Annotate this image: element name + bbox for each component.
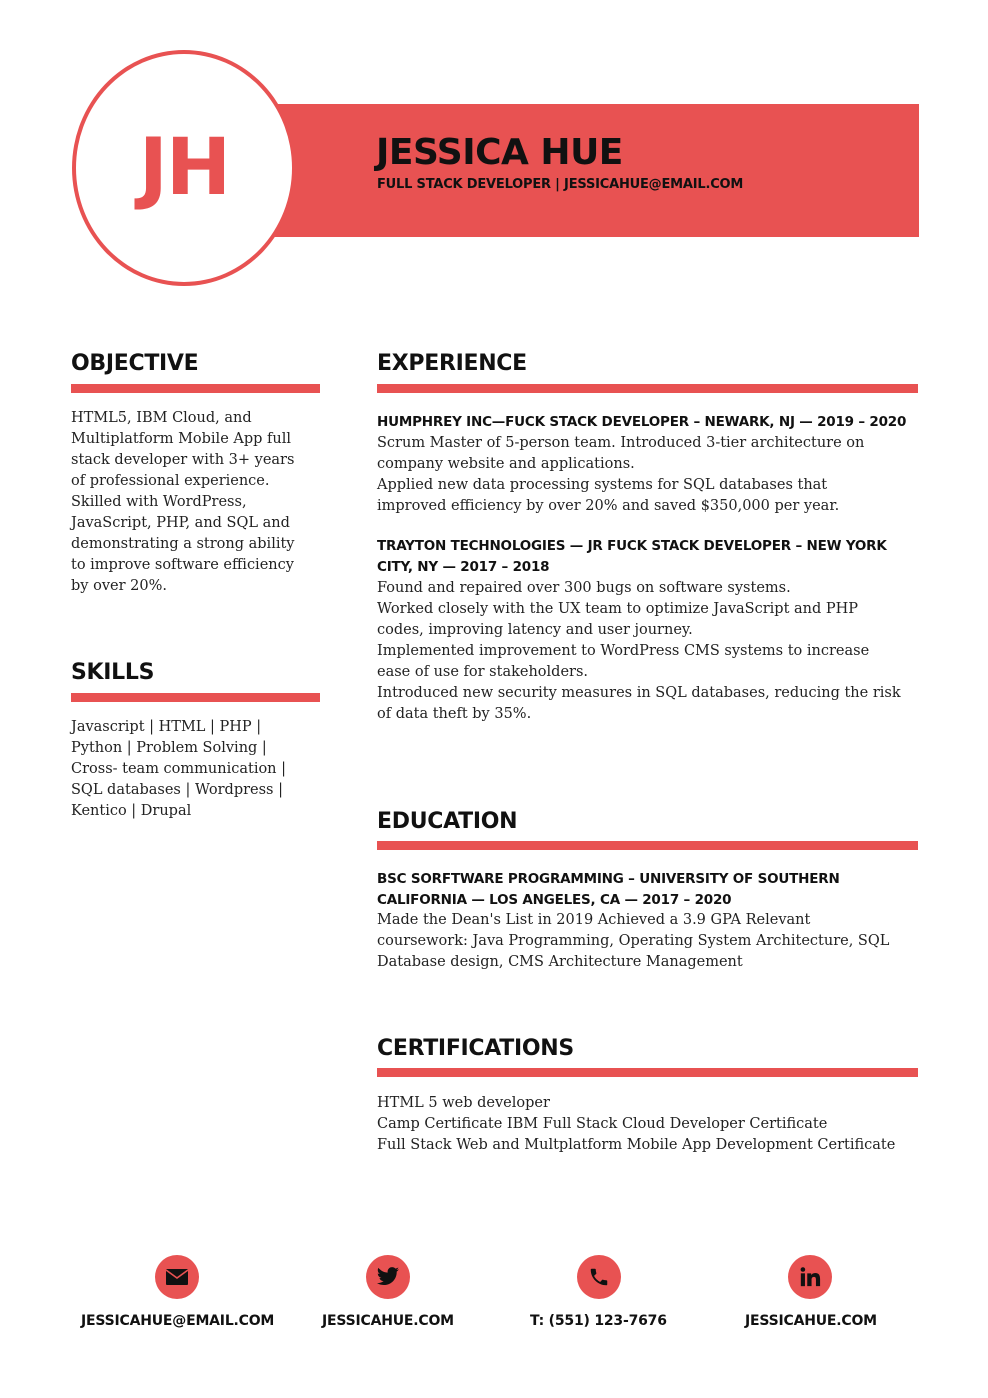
certification-item: Full Stack Web and Multplatform Mobile App Development Certificate [377,1137,896,1153]
certification-item: HTML 5 web developer [377,1095,550,1111]
job-line: of data theft by 35%. [377,706,532,722]
objective-line: Skilled with WordPress, [71,494,247,510]
twitter-icon[interactable] [366,1255,410,1299]
job-description [377,433,864,517]
job-title [377,412,906,433]
objective-rule [71,384,320,393]
skills-line: Kentico | Drupal [71,803,192,819]
job-line: codes, improving latency and user journey. [377,622,693,638]
objective-line: stack developer with 3+ years [71,452,295,468]
education-title [377,869,840,911]
phone-icon[interactable] [577,1255,621,1299]
experience-rule [377,384,918,393]
objective-line: of professional experience. [71,473,270,489]
skills-line: Python | Problem Solving | [71,740,267,756]
website-link[interactable]: JESSICAHUE.COM [322,1313,454,1329]
job-line: Scrum Master of 5-person team. Introduced 3-tier architecture on [377,435,865,451]
certifications-heading: CERTIFICATIONS [377,1036,574,1061]
education-heading: EDUCATION [377,809,518,834]
job-line: Applied new data processing systems for SQL databases that [377,477,828,493]
job-title-line: CITY, NY — 2017 – 2018 [377,559,550,575]
skills-line: SQL databases | Wordpress | [71,782,283,798]
job-line: Introduced new security measures in SQL databases, reducing the risk [377,685,901,701]
linkedin-link[interactable]: JESSICAHUE.COM [745,1313,877,1329]
job-line: Found and repaired over 300 bugs on software systems. [377,580,791,596]
job-title-line: HUMPHREY INC—FUCK STACK DEVELOPER – NEWARK, NJ — 2019 – 2020 [377,414,907,430]
job-line: Worked closely with the UX team to optimize JavaScript and PHP [377,601,859,617]
monogram-badge [72,50,296,286]
education-description [377,910,889,973]
education-line: Database design, CMS Architecture Management [377,954,743,970]
skills-heading: SKILLS [71,660,155,685]
phone-number[interactable]: T: (551) 123-7676 [530,1313,667,1329]
candidate-subtitle: FULL STACK DEVELOPER | JESSICAHUE@EMAIL.COM [377,177,744,192]
job-title-line: TRAYTON TECHNOLOGIES — JR FUCK STACK DEVELOPER – NEW YORK [377,538,887,554]
skills-line: Javascript | HTML | PHP | [71,719,262,735]
skills-text [71,717,286,822]
candidate-name: JESSICA HUE [376,132,623,173]
linkedin-icon[interactable] [788,1255,832,1299]
education-title-line: BSC SORFTWARE PROGRAMMING – UNIVERSITY OF SOUTHERN [377,871,840,887]
education-line: coursework: Java Programming, Operating System Architecture, SQL [377,933,890,949]
job-line: Implemented improvement to WordPress CMS systems to increase [377,643,870,659]
objective-line: demonstrating a strong ability [71,536,295,552]
certification-item: Camp Certificate IBM Full Stack Cloud Developer Certificate [377,1116,828,1132]
skills-line: Cross- team communication | [71,761,287,777]
monogram: JH [138,123,230,213]
certifications-rule [377,1068,918,1077]
email-link[interactable]: JESSICAHUE@EMAIL.COM [81,1313,275,1329]
objective-line: Multiplatform Mobile App full [71,431,292,447]
education-rule [377,841,918,850]
objective-text [71,408,295,597]
job-line: company website and applications. [377,456,635,472]
job-title [377,536,887,578]
job-line: improved efficiency by over 20% and saved $350,000 per year. [377,498,840,514]
email-icon[interactable] [155,1255,199,1299]
objective-line: to improve software efficiency [71,557,294,573]
objective-heading: OBJECTIVE [71,351,199,376]
objective-line: HTML5, IBM Cloud, and [71,410,252,426]
experience-heading: EXPERIENCE [377,351,527,376]
certifications-list [377,1093,895,1156]
objective-line: JavaScript, PHP, and SQL and [71,515,290,531]
skills-rule [71,693,320,702]
education-title-line: CALIFORNIA — LOS ANGELES, CA — 2017 – 2020 [377,892,732,908]
objective-line: by over 20%. [71,578,167,594]
education-line: Made the Dean's List in 2019 Achieved a 3.9 GPA Relevant [377,912,811,928]
job-description [377,578,901,725]
job-line: ease of use for stakeholders. [377,664,589,680]
